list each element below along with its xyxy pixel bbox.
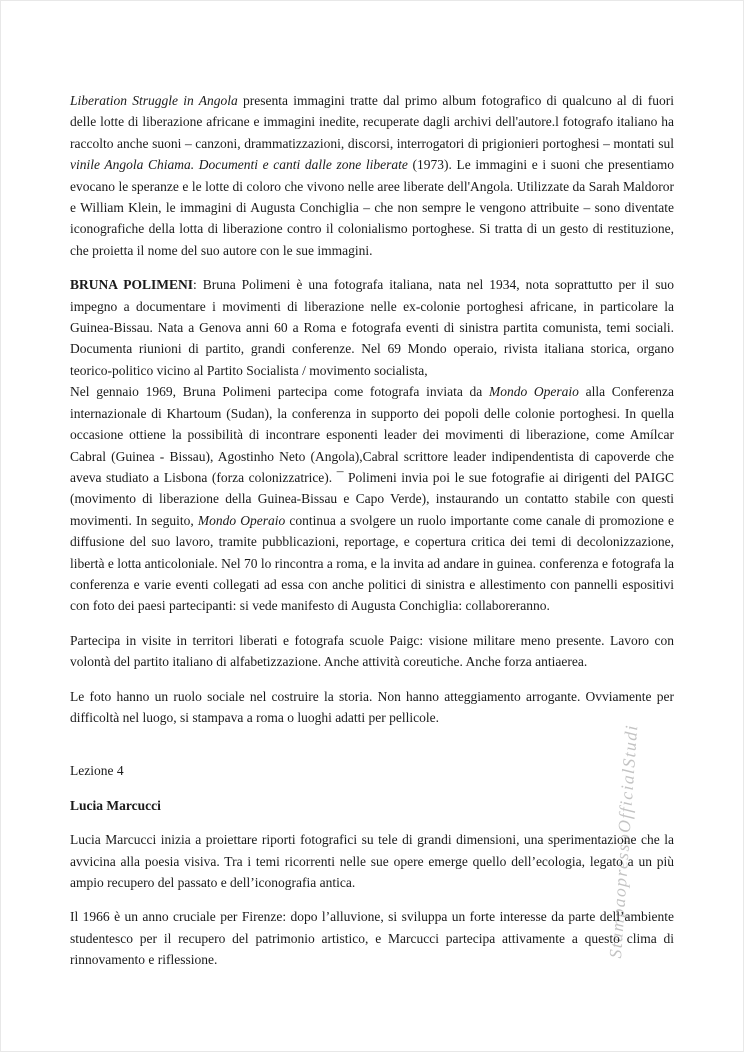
paragraph-bruna-polimeni <box>70 274 674 617</box>
mondo-operaio-italic: Mondo Operaio <box>488 384 579 400</box>
bruna-polimeni-bold-name: BRUNA POLIMENI <box>70 277 193 293</box>
text-run: : Bruna Polimeni è una fotografa italiana, nata nel 1934, nota soprattutto per il suo impegno a documentare i movimenti di liberazione nelle ex-colonie portoghesi africane, in particolare la Guinea-Bissau. Nata a Genova anni 60 a Roma e fotografa eventi di sinistra partita comunista, temi sociali. Documenta riunioni di partito, grandi conferenze. Nel 69 Mondo operaio, rivista italiana storica, organo teorico-politico vicino al Partito Socialista / movimento socialista, <box>70 277 674 378</box>
text-run: Nel gennaio 1969, Bruna Polimeni partecipa come fotografa inviata da <box>70 384 489 400</box>
text-run: (1973). Le immagini e i suoni che presentiamo evocano le speranze e le lotte di coloro che vivono nelle aree liberate dell'Angola. Utilizzate da Sarah Maldoror e William Klein, le immagini di Augusta Conchiglia – che non sempre le vengono attribuite – sono diventate iconografiche della lotta di liberazione contro il colonialismo portoghese. Si tratta di un gesto di restituzione, che proietta il nome del suo autore con le sue immagini. <box>70 157 674 258</box>
lesson-label: Lezione 4 <box>70 763 124 779</box>
text-run: continua a svolgere un ruolo importante come canale di promozione e diffusione del suo lavoro, tramite pubblicazioni, reportage, e copertura critica dei temi di decolonizzazione, libertà e lotta anticoloniale. Nel 70 lo rincontra a roma, e la invita ad andare in guinea. conferenza e fotografa la conferenza e varie eventi collegati ad essa con anche politici di sinistra e allestimento con pannelli espositivi con foto dei paesi partecipanti: si vede manifesto di Augusta Conchiglia: collaboreranno. <box>70 512 674 614</box>
text-run: alla Conferenza internazionale di Khartoum (Sudan), la conferenza in supporto dei popoli delle colonie portoghesi. In quella occasione ottiene la possibilità di incontrare esponenti leader dei movimenti di liberazione, come Amílcar Cabral (Guinea - Bissau), Agostinho Neto (Angola),Cabral scrittore leader indipendentista di capoverde che aveva studiato a Lisbona (forza colonizzatrice). ¯ Polimeni invia poi le sue fotografie ai dirigenti del PAIGC (movimento di liberazione della Guinea-Bissau e Capo Verde), instaurando un contatto stabile con questi movimenti. In seguito, <box>70 384 674 528</box>
document-content <box>70 90 674 984</box>
paragraph-firenze-1966: Il 1966 è un anno cruciale per Firenze: dopo l’alluvione, si sviluppa un forte interesse da parte dell’ambiente studentesco per il recupero del patrimonio artistico, e Marcucci partecipa attivamente a questo clima di rinnovamento e riflessione. <box>70 909 674 968</box>
heading-lucia-marcucci: Lucia Marcucci <box>70 797 161 813</box>
text-run: presenta immagini tratte dal primo album fotografico di qualcuno al di fuori delle lotte di liberazione africane e immagini inedite, recuperate dagli archivi dell'autore.l fotografo italiano ha raccolto anche suoni – canzoni, drammatizzazioni, discorsi, interrogatori di prigionieri portoghesi – montati sul <box>70 93 674 151</box>
book-title-italic: Liberation Struggle in Angola <box>70 93 238 108</box>
paragraph-lucia-intro: Lucia Marcucci inizia a proiettare riporti fotografici su tele di grandi dimensioni, una sperimentazione che la avvicina alla poesia visiva. Tra i temi ricorrenti nelle sue opere emerge quello dell’ecologia, legato a un più ampio recupero del passato e dell’iconografia antica. <box>70 832 674 890</box>
paragraph-liberation-struggle <box>70 90 674 261</box>
mondo-operaio-italic: Mondo Operaio <box>197 512 286 528</box>
vinyl-title-italic: vinile Angola Chiama. Documenti e canti dalle zone liberate <box>70 157 408 173</box>
watermark: StampaopressoOfficialStudi <box>605 723 642 959</box>
paragraph-territori-liberati: Partecipa in visite in territori liberati e fotografa scuole Paigc: visione militare meno presente. Lavoro con volontà del partito italiano di alfabetizzazione. Anche attività coreutiche. Anche forza antiaerea. <box>70 632 674 670</box>
paragraph-ruolo-sociale: Le foto hanno un ruolo sociale nel costruire la storia. Non hanno atteggiamento arrogante. Ovviamente per difficoltà nel luogo, si stampava a roma o luoghi adatti per pellicole. <box>70 688 674 725</box>
